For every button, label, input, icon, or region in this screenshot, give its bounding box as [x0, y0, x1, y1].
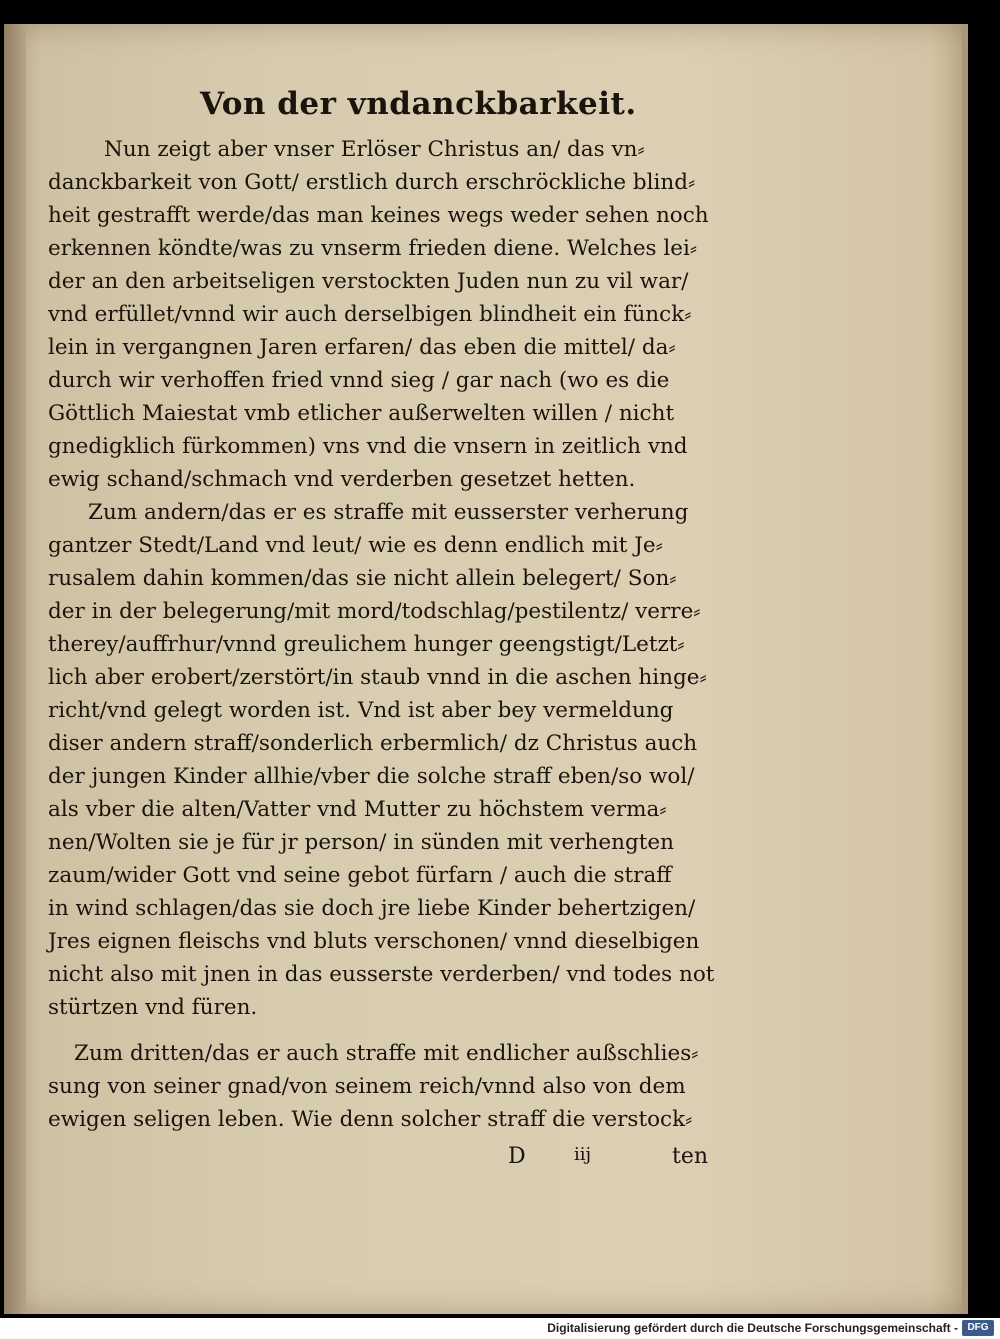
text-line: rusalem dahin kommen/das sie nicht allein belegert/ Son⸗ — [48, 566, 677, 591]
catchword: ten — [672, 1144, 709, 1169]
text-line: der in der belegerung/mit mord/todschlag/pestilentz/ verre⸗ — [48, 599, 701, 624]
text-line: erkennen köndte/was zu vnserm frieden diene. Welches lei⸗ — [48, 236, 698, 261]
text-line: ewig schand/schmach vnd verderben gesetzet hetten. — [48, 467, 636, 492]
text-line: in wind schlagen/das sie doch jre liebe Kinder behertzigen/ — [48, 896, 696, 921]
text-line: Göttlich Maiestat vmb etlicher außerwelten willen / nicht — [48, 401, 675, 426]
book-page — [4, 24, 968, 1314]
text-line: vnd erfüllet/vnnd wir auch derselbigen blindheit ein fünck⸗ — [48, 302, 692, 327]
footer-bar — [0, 1318, 1000, 1339]
page-gutter — [4, 24, 26, 1314]
signature-number: iij — [574, 1144, 592, 1165]
text-line: nen/Wolten sie je für jr person/ in sünden mit verhengten — [48, 830, 674, 855]
signature-line — [48, 1144, 748, 1176]
text-line: lein in vergangnen Jaren erfaren/ das eben die mittel/ da⸗ — [48, 335, 676, 360]
text-line: diser andern straff/sonderlich erbermlich/ dz Christus auch — [48, 731, 698, 756]
text-line: richt/vnd gelegt worden ist. Vnd ist aber bey vermeldung — [48, 698, 674, 723]
running-head: Von der vndanckbarkeit. — [200, 86, 637, 122]
text-line: gantzer Stedt/Land vnd leut/ wie es denn endlich mit Je⸗ — [48, 533, 663, 558]
text-line: stürtzen vnd füren. — [48, 995, 258, 1020]
text-line: gnedigklich fürkommen) vns vnd die vnsern in zeitlich vnd — [48, 434, 688, 459]
text-line: der jungen Kinder allhie/vber die solche straff eben/so wol/ — [48, 764, 695, 789]
text-line: danckbarkeit von Gott/ erstlich durch erschröckliche blind⸗ — [48, 170, 696, 195]
funding-credit: Digitalisierung gefördert durch die Deutsche Forschungsgemeinschaft - — [547, 1321, 958, 1335]
text-line: als vber die alten/Vatter vnd Mutter zu höchstem verma⸗ — [48, 797, 667, 822]
text-line: Nun zeigt aber vnser Erlöser Christus an/ das vn⸗ — [104, 137, 645, 162]
text-line: therey/auffrhur/vnnd greulichem hunger geengstigt/Letzt⸗ — [48, 632, 685, 657]
text-line: heit gestrafft werde/das man keines wegs weder sehen noch — [48, 203, 709, 228]
text-line: der an den arbeitseligen verstockten Juden nun zu vil war/ — [48, 269, 689, 294]
text-line: lich aber erobert/zerstört/in staub vnnd in die aschen hinge⸗ — [48, 665, 707, 690]
signature-mark: D — [508, 1144, 526, 1169]
text-line: durch wir verhoffen fried vnnd sieg / gar nach (wo es die — [48, 368, 670, 393]
text-line: zaum/wider Gott vnd seine gebot fürfarn / auch die straff — [48, 863, 672, 888]
text-line: nicht also mit jnen in das eusserste verderben/ vnd todes not — [48, 962, 715, 987]
text-line: sung von seiner gnad/von seinem reich/vnnd also von dem — [48, 1074, 686, 1099]
text-line: Jres eignen fleischs vnd bluts verschonen/ vnnd dieselbigen — [48, 929, 700, 954]
text-line: Zum andern/das er es straffe mit eusserster verherung — [88, 500, 689, 525]
dfg-logo: DFG — [962, 1320, 994, 1336]
text-line: ewigen seligen leben. Wie denn solcher straff die verstock⸗ — [48, 1107, 693, 1132]
page-edge — [962, 24, 968, 1314]
text-line: Zum dritten/das er auch straffe mit endlicher außschlies⸗ — [74, 1041, 699, 1066]
